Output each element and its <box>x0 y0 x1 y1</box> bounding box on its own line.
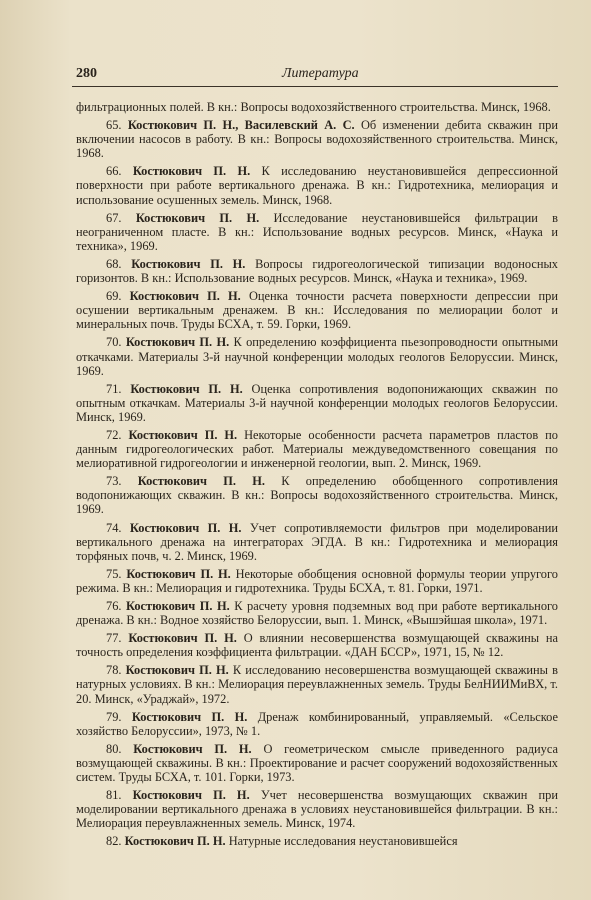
entry-author: Костюкович П. Н. <box>124 834 226 849</box>
entry-text: К исследованию несовершенства возмущающей скважины в натурных условиях. В кн.: Мелиорация переувлажненных земель. Труды БелНИИМиВХ, т. 20. Минск, «Ураджай», 1972. <box>76 663 558 706</box>
entry-number: 80. <box>106 741 122 756</box>
entry-author: Костюкович П. Н., Василевский А. С. <box>127 118 355 133</box>
entry-author: Костюкович П. Н. <box>126 599 230 613</box>
entry-number: 74. <box>106 520 122 535</box>
running-title: Литература <box>282 66 359 81</box>
entry-author: Костюкович П. Н. <box>137 474 265 489</box>
bibliography-entry <box>76 118 558 160</box>
entry-number: 65. <box>106 118 122 133</box>
bibliography-entry <box>76 521 558 563</box>
entry-author: Костюкович П. Н. <box>133 741 252 756</box>
entry-continuation: фильтрационных полей. В кн.: Вопросы водохозяйственного строительства. Минск, 1968. <box>76 100 551 114</box>
page-number: 280 <box>76 66 97 81</box>
entry-text: О влиянии несовершенства возмущающей скважины на точность определения коэффициента фильтрации. «ДАН БССР», 1971, 15, № 12. <box>76 631 559 660</box>
entry-number: 69. <box>106 289 122 304</box>
entry-text: К расчету уровня подземных вод при работе вертикального дренажа. В кн.: Водное хозяйство Белоруссии, вып. 1. Минск, «Вышэйшая школа», 1971. <box>76 599 558 628</box>
bibliography-entry <box>76 474 558 516</box>
entry-number: 75. <box>106 566 122 581</box>
entry-text: К определению коэффициента пьезопроводности опытными откачками. Материалы 3-й научной конференции молодых геологов Белоруссии. Минск, 1969. <box>76 335 558 378</box>
entry-number: 70. <box>106 335 122 350</box>
entry-author: Костюкович П. Н. <box>131 709 248 724</box>
bibliography-entry <box>76 788 558 830</box>
entry-number: 66. <box>106 164 122 179</box>
entry-text: Исследование неустановившейся фильтрации в неограниченном пласте. В кн.: Использование водных ресурсов. Минск, «Наука и техника», 1969. <box>76 210 558 253</box>
bibliography-entry <box>76 382 558 424</box>
bibliography-entry <box>76 599 558 627</box>
entry-author: Костюкович П. Н. <box>128 631 237 646</box>
bibliography-entry <box>76 289 558 331</box>
bibliography-entry <box>76 631 558 659</box>
entry-text: К определению обобщенного сопротивления водопонижающих скважин. В кн.: Вопросы водохозяйственного строительства. Минск, 1969. <box>76 474 558 517</box>
entry-number: 72. <box>106 427 122 442</box>
entry-author: Костюкович П. Н. <box>126 566 231 581</box>
entry-number: 82. <box>106 834 122 849</box>
entry-number: 77. <box>106 631 122 646</box>
entry-author: Костюкович П. Н. <box>131 256 246 271</box>
entry-text: Оценка точности расчета поверхности депрессии при осушении вертикальным дренажем. В кн.: Исследования по мелиорации болот и минеральных почв. Труды БСХА, т. 59. Горки, 1969. <box>76 289 558 332</box>
entry-text: Учет несовершенства возмущающих скважин при моделировании вертикального дренажа в условиях неустановившейся фильтрации. В кн.: Мелиорация переувлажненных земель. Минск, 1974. <box>76 788 558 831</box>
entry-author: Костюкович П. Н. <box>129 289 241 304</box>
entry-author: Костюкович П. Н. <box>125 335 230 350</box>
entry-text: Дренаж комбинированный, управляемый. «Сельское хозяйство Белоруссии», 1973, № 1. <box>76 709 559 738</box>
bibliography-entry <box>76 710 558 738</box>
entry-author: Костюкович П. Н. <box>135 210 260 225</box>
entry-text: Об изменении дебита скважин при включении насосов в работу. В кн.: Вопросы водохозяйственного строительства. Минск, 1968. <box>76 118 558 161</box>
entry-author: Костюкович П. Н. <box>125 663 229 678</box>
entry-number: 68. <box>106 256 122 271</box>
bibliography-entry <box>76 663 558 705</box>
bibliography-entry <box>76 428 558 470</box>
entry-author: Костюкович П. Н. <box>130 381 243 396</box>
entry-author: Костюкович П. Н. <box>128 427 238 442</box>
entry-text: Учет сопротивляемости фильтров при моделировании вертикального дренажа на интеграторах ЭГДА. В кн.: Гидротехника и мелиорация торфяных почв, ч. 2. Минск, 1969. <box>76 520 558 563</box>
bibliography-entry <box>76 257 558 285</box>
entry-author: Костюкович П. Н. <box>132 164 251 179</box>
entry-text: Натурные исследования неустановившейся <box>228 834 458 849</box>
entry-number: 71. <box>106 381 122 396</box>
entry-text: Некоторые обобщения основной формулы теории упругого режима. В кн.: Мелиорация и гидротехника. Труды БСХА, т. 81. Горки, 1971. <box>76 566 558 595</box>
bibliography-entry <box>76 335 558 377</box>
entry-author: Костюкович П. Н. <box>129 520 242 535</box>
bibliography-entry <box>76 834 558 848</box>
entry-text: Некоторые особенности расчета параметров пластов по данным гидрогеологических работ. Материалы междуведомственного совещания по мелиоративной гидрогеологии и инженерной геологии, вып. 2. Минск, 1969. <box>76 427 558 471</box>
bibliography-entry <box>76 567 558 595</box>
bibliography-entry <box>76 164 558 206</box>
bibliography-entry <box>76 742 558 784</box>
entry-text: Вопросы гидрогеологической типизации водоносных горизонтов. В кн.: Использование водных ресурсов. Минск, «Наука и техника», 1969. <box>76 256 558 286</box>
bibliography-entry <box>76 211 558 253</box>
entry-number: 81. <box>106 788 122 803</box>
entry-number: 67. <box>106 210 122 225</box>
entry-author: Костюкович П. Н. <box>132 788 250 803</box>
entry-text: Оценка сопротивления водопонижающих скважин по опытным откачкам. Материалы 3-й научной конференции молодых геологов Белоруссии. Минск, 1969. <box>76 381 558 424</box>
entry-text: О геометрическом смысле приведенного радиуса возмущающей скважины. В кн.: Проектирование и расчет сооружений водохозяйственных систем. Труды БСХА, т. 101. Горки, 1973. <box>76 741 558 785</box>
entry-number: 73. <box>106 474 122 489</box>
entry-number: 79. <box>106 709 122 724</box>
entry-text: К исследованию неустановившейся депрессионной поверхности при работе вертикального дренажа. В кн.: Гидротехника, мелиорация и использование осушенных земель. Минск, 1968. <box>76 164 558 207</box>
bibliography-list <box>76 100 558 853</box>
page-header <box>72 66 558 87</box>
entry-number: 76. <box>106 599 122 613</box>
entry-number: 78. <box>106 663 122 678</box>
